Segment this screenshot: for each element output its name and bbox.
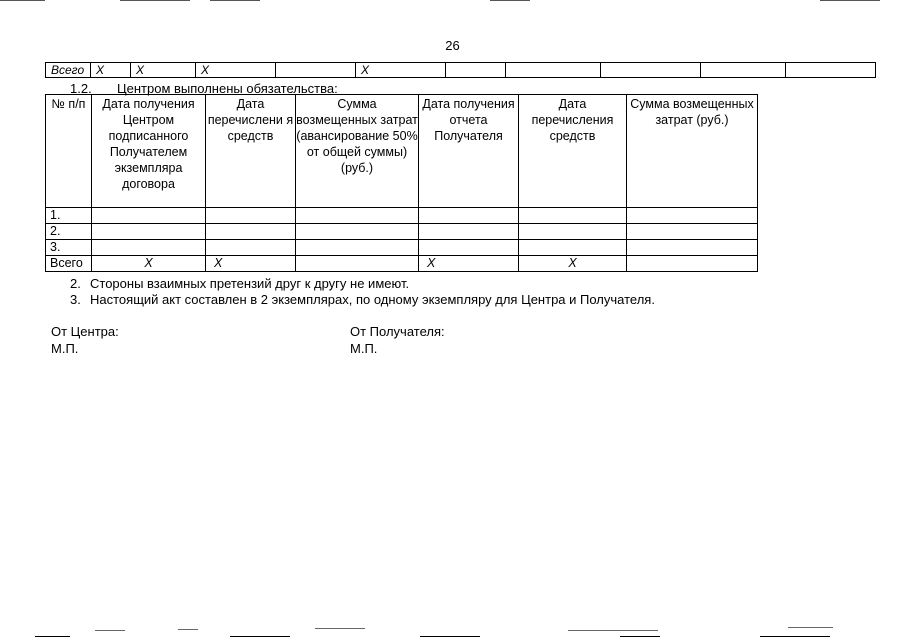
scan-edge-line (620, 636, 660, 637)
paragraph-text: Настоящий акт составлен в 2 экземплярах, по одному экземпляру для Центра и Получателя. (90, 292, 655, 307)
signature-left-stamp: М.П. (51, 341, 79, 356)
scan-speck (568, 630, 658, 631)
table-row (46, 208, 758, 224)
table-cell (92, 224, 206, 240)
table-cell: X (419, 256, 519, 272)
table-cell (296, 208, 419, 224)
table-cell (419, 240, 519, 256)
table-total-row (46, 256, 758, 272)
scan-edge-line (490, 0, 530, 1)
paragraph (70, 276, 409, 291)
table-cell (627, 256, 758, 272)
obligations-table (45, 94, 758, 272)
signature-right-stamp: М.П. (350, 341, 378, 356)
table-cell (627, 208, 758, 224)
table-cell (419, 224, 519, 240)
scan-edge-line (230, 636, 290, 637)
section-number: 1.2. (70, 81, 92, 96)
column-header: Сумма возмещенных затрат (авансирование 50% от общей суммы) (руб.) (296, 95, 419, 208)
table-cell (419, 208, 519, 224)
table-row (46, 240, 758, 256)
signature-left-label: От Центра: (51, 324, 119, 339)
column-header: Дата получения Центром подписанного Получателем экземпляра договора (92, 95, 206, 208)
table-cell: X (356, 63, 446, 78)
paragraph-number: 2. (70, 276, 81, 291)
total-label: Всего (46, 256, 92, 272)
scan-edge-line (420, 636, 480, 637)
scan-speck (788, 627, 833, 628)
table-cell (701, 63, 786, 78)
table-cell (519, 208, 627, 224)
table-cell: X (519, 256, 627, 272)
row-number: 2. (46, 224, 92, 240)
signature-right-label: От Получателя: (350, 324, 445, 339)
total-label: Всего (46, 63, 91, 78)
scan-speck (95, 630, 125, 631)
table-cell (446, 63, 506, 78)
totals-table-top (45, 62, 876, 78)
table-cell (519, 240, 627, 256)
scan-edge-line (820, 0, 880, 1)
table-cell (506, 63, 601, 78)
column-header: Дата перечисления средств (519, 95, 627, 208)
table-cell: X (91, 63, 131, 78)
table-cell (601, 63, 701, 78)
paragraph (70, 292, 655, 307)
row-number: 3. (46, 240, 92, 256)
table-cell (519, 224, 627, 240)
table-cell: X (92, 256, 206, 272)
page-number: 26 (445, 38, 460, 53)
table-cell: X (206, 256, 296, 272)
table-header-row (46, 95, 758, 208)
table-cell (92, 208, 206, 224)
table-cell: X (196, 63, 276, 78)
table-cell (206, 240, 296, 256)
paragraph-text: Стороны взаимных претензий друг к другу не имеют. (90, 276, 410, 291)
table-cell: X (131, 63, 196, 78)
column-header: № п/п (46, 95, 92, 208)
column-header: Дата перечислени я средств (206, 95, 296, 208)
scan-edge-line (0, 0, 45, 1)
scan-speck (315, 628, 365, 629)
scan-edge-line (120, 0, 190, 1)
table-cell (206, 224, 296, 240)
table-cell (627, 224, 758, 240)
scan-edge-line (760, 636, 830, 637)
table-cell (786, 63, 876, 78)
table-cell (296, 240, 419, 256)
table-row (46, 63, 876, 78)
table-cell (296, 256, 419, 272)
table-cell (296, 224, 419, 240)
table-cell (627, 240, 758, 256)
table-row (46, 224, 758, 240)
column-header: Сумма возмещенных затрат (руб.) (627, 95, 758, 208)
scan-edge-line (210, 0, 260, 1)
table-cell (206, 208, 296, 224)
table-cell (92, 240, 206, 256)
scan-edge-line (35, 636, 70, 637)
scan-speck (178, 629, 198, 630)
column-header: Дата получения отчета Получателя (419, 95, 519, 208)
row-number: 1. (46, 208, 92, 224)
table-cell (276, 63, 356, 78)
paragraph-number: 3. (70, 292, 81, 307)
section-title: Центром выполнены обязательства: (117, 81, 338, 96)
